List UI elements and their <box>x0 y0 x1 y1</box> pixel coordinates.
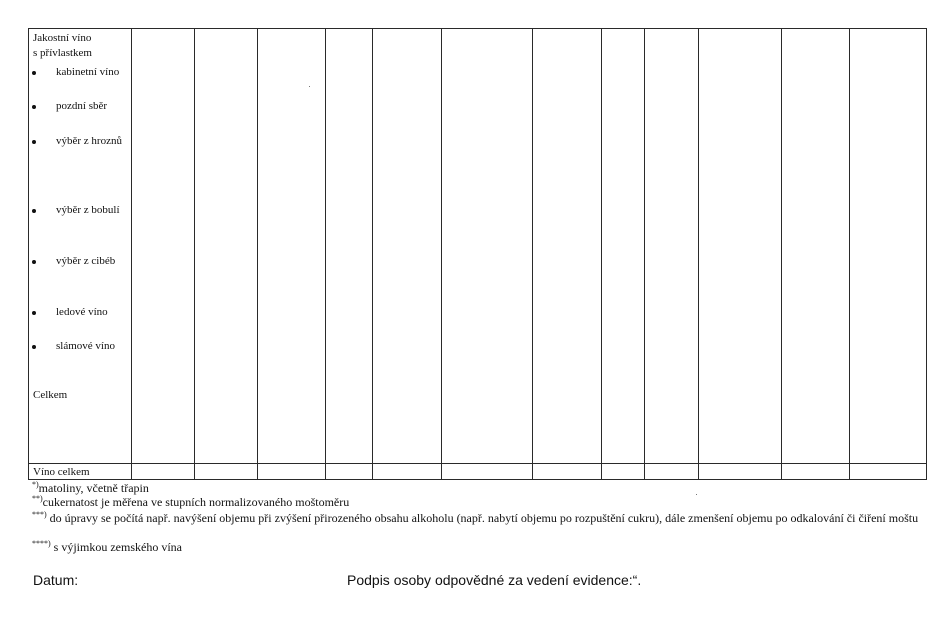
footnote-marker: **) <box>32 494 43 503</box>
table-border-right <box>926 28 927 480</box>
footnote-marker: ****) <box>32 539 51 548</box>
footnote-1 <box>32 481 149 495</box>
row-label-slamove-vino: slámové víno <box>56 340 115 352</box>
column-divider <box>325 28 326 480</box>
column-divider <box>849 28 850 480</box>
bullet-icon <box>32 311 36 315</box>
scan-speck <box>696 494 697 495</box>
scan-speck <box>309 86 310 87</box>
column-divider <box>644 28 645 480</box>
bullet-icon <box>32 140 36 144</box>
column-divider <box>698 28 699 480</box>
podpis-label: Podpis osoby odpovědné za vedení evidence:“. <box>347 572 642 588</box>
column-divider <box>781 28 782 480</box>
column-divider <box>441 28 442 480</box>
row-label-ledove-vino: ledové víno <box>56 306 108 318</box>
column-divider <box>194 28 195 480</box>
column-divider <box>131 28 132 480</box>
row-label-pozdni-sber: pozdní sběr <box>56 100 108 112</box>
bullet-icon <box>32 345 36 349</box>
row-label-vyber-z-hroznu: výběr z hroznů <box>56 135 122 147</box>
bullet-icon <box>32 71 36 75</box>
row-label-kabinetni: kabinetní víno <box>56 66 120 78</box>
column-divider <box>372 28 373 480</box>
table-border-bottom <box>28 479 927 480</box>
footnote-text: cukernatost je měřena ve stupních normalizovaného moštoměru <box>42 495 350 509</box>
row-label-celkem: Celkem <box>33 389 68 401</box>
footnote-text: do úpravy se počítá např. navýšení objemu při zvýšení přirozeného obsahu alkoholu (např. nabytí objemu po rozpuštění cukru), dále zmenšení objemu po odkalování či čiření moštu <box>46 511 919 525</box>
footnote-4 <box>32 540 182 554</box>
footnote-3 <box>32 511 922 525</box>
category-heading: Jakostní víno <box>33 32 92 44</box>
footnote-text: matoliny, včetně třapin <box>38 481 149 495</box>
row-label-vyber-z-bobuli: výběr z bobulí <box>56 204 120 216</box>
footnote-marker: *) <box>32 480 39 489</box>
datum-label: Datum: <box>33 572 79 588</box>
column-divider <box>532 28 533 480</box>
column-divider <box>601 28 602 480</box>
row-label-vyber-z-cibeb: výběr z cibéb <box>56 255 116 267</box>
row-divider <box>28 463 927 464</box>
row-label-vino-celkem: Víno celkem <box>33 466 90 478</box>
footnote-2 <box>32 495 349 509</box>
bullet-icon <box>32 260 36 264</box>
column-divider <box>257 28 258 480</box>
bullet-icon <box>32 209 36 213</box>
footnote-text: s výjimkou zemského vína <box>50 540 182 554</box>
table-border-top <box>28 28 927 29</box>
footnote-marker: ***) <box>32 510 47 519</box>
table-border-left <box>28 28 29 480</box>
bullet-icon <box>32 105 36 109</box>
category-heading-sub: s přívlastkem <box>33 47 92 59</box>
